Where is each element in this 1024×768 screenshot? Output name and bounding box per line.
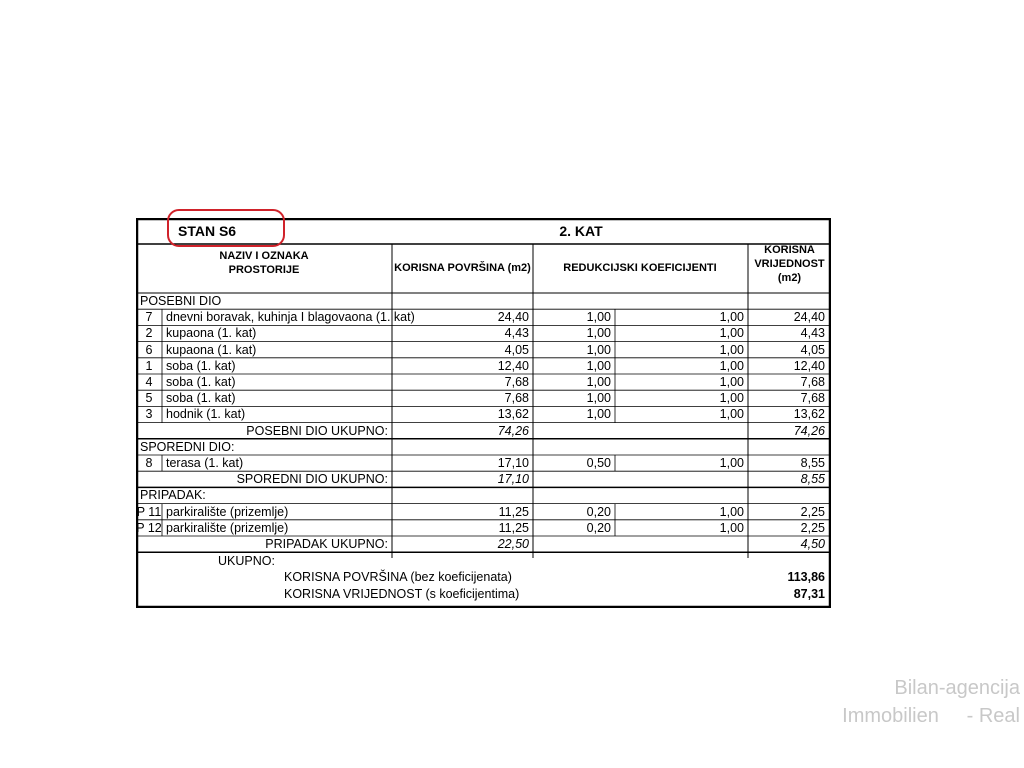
summary-value-value: 87,31 <box>793 586 825 601</box>
section-total-value: 4,50 <box>800 537 825 551</box>
row-number: 2 <box>145 326 153 341</box>
row-number: 1 <box>145 358 153 373</box>
header-area: KORISNA POVRŠINA (m2) <box>394 262 531 274</box>
row-number: 7 <box>145 310 153 325</box>
section-total-area: 74,26 <box>497 423 529 438</box>
row-area: 12,40 <box>497 358 529 373</box>
watermark-line1: Bilan-agencija <box>894 677 1020 699</box>
row-coef-2: 1,00 <box>719 326 744 341</box>
row-coef-1: 1,00 <box>586 375 611 389</box>
room-name: soba (1. kat) <box>166 358 236 373</box>
header-coef: REDUKCIJSKI KOEFICIJENTI <box>563 262 717 274</box>
row-area: 11,25 <box>498 520 529 535</box>
room-name: kupaona (1. kat) <box>166 342 257 357</box>
section-total-label: SPOREDNI DIO UKUPNO: <box>236 472 388 487</box>
row-coef-1: 1,00 <box>586 358 611 373</box>
row-coef-1: 1,00 <box>586 407 611 422</box>
row-value: 8,55 <box>800 456 825 470</box>
watermark <box>842 674 1020 730</box>
room-name: parkiralište (prizemlje) <box>166 520 289 535</box>
section-total-area: 17,10 <box>497 472 529 487</box>
row-area: 4,05 <box>504 342 529 357</box>
room-name: kupaona (1. kat) <box>166 326 257 341</box>
floor-title: 2. KAT <box>559 223 603 239</box>
room-name: terasa (1. kat) <box>166 456 244 470</box>
row-value: 2,25 <box>800 504 825 519</box>
row-coef-2: 1,00 <box>719 504 744 519</box>
row-number: P 11 <box>136 504 162 519</box>
row-coef-1: 1,00 <box>586 342 611 357</box>
section-total-label: POSEBNI DIO UKUPNO: <box>246 423 388 438</box>
row-value: 2,25 <box>800 520 825 535</box>
row-coef-2: 1,00 <box>719 407 744 422</box>
area-table <box>136 218 831 608</box>
row-coef-2: 1,00 <box>719 520 744 535</box>
section-total-label: PRIPADAK UKUPNO: <box>265 537 388 551</box>
row-area: 17,10 <box>497 456 529 470</box>
row-coef-1: 1,00 <box>586 391 611 406</box>
row-coef-2: 1,00 <box>719 310 744 325</box>
row-coef-2: 1,00 <box>719 456 744 470</box>
header-name: NAZIV I OZNAKA PROSTORIJE <box>219 250 309 276</box>
row-area: 7,68 <box>504 391 529 406</box>
summary-area-label: KORISNA POVRŠINA (bez koeficijenata) <box>284 570 512 585</box>
room-name: soba (1. kat) <box>166 391 236 406</box>
watermark-line2: Immobilien - Real <box>842 705 1020 727</box>
row-value: 4,05 <box>800 342 825 357</box>
header-value: KORISNA VRIJEDNOST (m2) <box>754 244 825 284</box>
room-name: hodnik (1. kat) <box>166 407 246 422</box>
row-coef-2: 1,00 <box>719 342 744 357</box>
summary-value-label: KORISNA VRIJEDNOST (s koeficijentima) <box>284 586 520 601</box>
row-value: 13,62 <box>793 407 825 422</box>
row-area: 7,68 <box>504 375 529 389</box>
row-area: 4,43 <box>504 326 529 341</box>
row-coef-2: 1,00 <box>719 391 744 406</box>
row-area: 24,40 <box>497 310 529 325</box>
section-label: PRIPADAK: <box>140 488 206 503</box>
room-name: parkiralište (prizemlje) <box>166 504 289 519</box>
row-coef-2: 1,00 <box>719 375 744 389</box>
row-number: P 12 <box>136 520 162 535</box>
room-name: soba (1. kat) <box>166 375 236 389</box>
summary-label: UKUPNO: <box>218 554 275 569</box>
row-area: 11,25 <box>498 504 529 519</box>
row-value: 7,68 <box>800 375 825 389</box>
section-total-value: 8,55 <box>800 472 825 487</box>
section-total-value: 74,26 <box>793 423 825 438</box>
row-value: 7,68 <box>800 391 825 406</box>
row-area: 13,62 <box>497 407 529 422</box>
section-label: SPOREDNI DIO: <box>140 439 235 454</box>
row-number: 4 <box>145 375 153 389</box>
row-value: 12,40 <box>793 358 825 373</box>
room-name: dnevni boravak, kuhinja I blagovaona (1. kat) <box>166 310 415 325</box>
row-coef-1: 1,00 <box>586 326 611 341</box>
row-coef-1: 0,20 <box>586 520 611 535</box>
row-number: 5 <box>145 391 153 406</box>
row-coef-1: 0,50 <box>586 456 611 470</box>
row-number: 3 <box>145 407 153 422</box>
apartment-title: STAN S6 <box>178 223 237 239</box>
row-number: 6 <box>145 342 153 357</box>
row-coef-1: 0,20 <box>586 504 611 519</box>
row-value: 24,40 <box>793 310 825 325</box>
section-total-area: 22,50 <box>497 537 529 551</box>
row-number: 8 <box>145 456 153 470</box>
row-value: 4,43 <box>800 326 825 341</box>
summary-area-value: 113,86 <box>787 570 825 585</box>
row-coef-2: 1,00 <box>719 358 744 373</box>
row-coef-1: 1,00 <box>586 310 611 325</box>
section-label: POSEBNI DIO <box>140 294 222 308</box>
